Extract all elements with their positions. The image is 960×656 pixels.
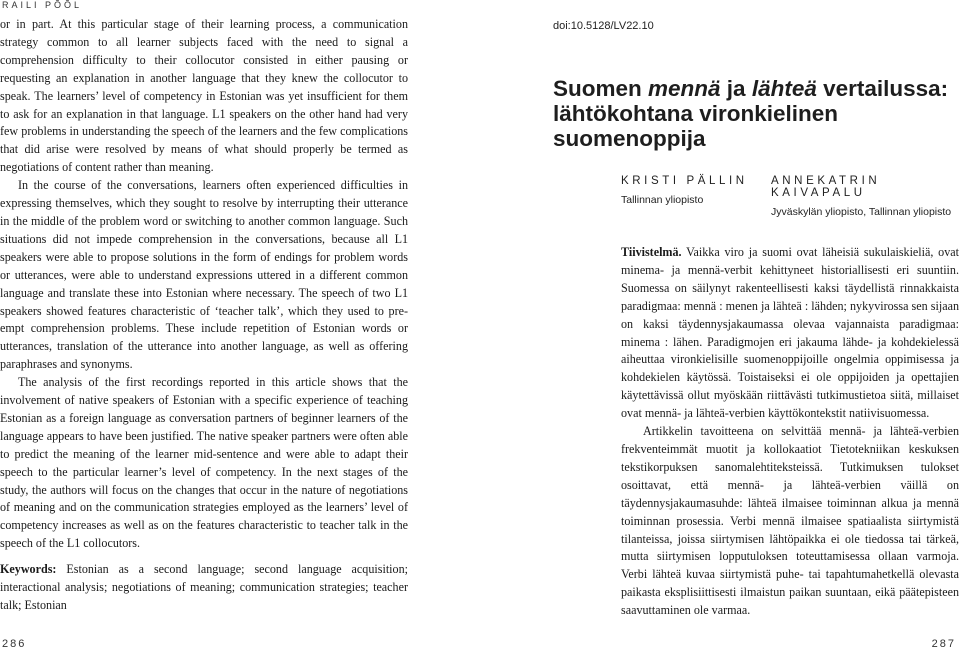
abstract xyxy=(621,244,959,620)
author-name: KRISTI PÄLLIN xyxy=(621,175,748,187)
author-name: ANNEKATRIN KAIVAPALU xyxy=(771,175,881,199)
paragraph: or in part. At this particular stage of their learning process, a communication strategy common to all learner subjects faced with the need to signal a comprehension difficulty to their collocutor consisted in either pausing or requesting an explanation in another language that they knew the collocutor to speak. The learners’ level of competency in Estonian was yet insufficient for them to ask for an explanation in that language. L1 speakers on the other hand had very few problems in understanding the speech of the learners and the few complications that did arise were resolved by means of what should properly be termed as negotiations of content rather than meaning. xyxy=(0,17,408,175)
author-affiliation: Tallinnan yliopisto xyxy=(621,194,704,206)
left-page-body xyxy=(0,16,408,615)
abstract-label: Tiivistelmä. xyxy=(621,245,682,259)
paragraph: In the course of the conversations, learners often experienced difficulties in expressing themselves, which they sought to resolve by interrupting their utterance in the middle of the problem word or switching to another common language. Such situations did not impede comprehension in the conversations, because all L1 speakers were able to propose solutions in the form of endings for problem words or utterances, were able to understand expressions uttered in a different common language and translate these into Estonian where necessary. The speech of two L1 speakers showed features characteristic of ‘teacher talk’, which they used to pre-empt comprehension problems. These include repetition of Estonian words or utterances, translation of the utterance into another language, as well as offering paraphrases and synonyms. xyxy=(0,178,408,372)
running-head: RAILI PÕÕL xyxy=(2,0,83,10)
keywords-text: Estonian as a second language; second language acquisition; interactional analysis; negotiations of meaning; communication strategies; teacher talk; Estonian xyxy=(0,562,408,612)
keywords-label: Keywords: xyxy=(0,562,57,577)
author-block xyxy=(771,175,960,218)
article-title: Suomen mennä ja lähteä vertailussa: lähtökohtana vironkielinen suomenoppija xyxy=(553,76,949,151)
abstract-paragraph: Tiivistelmä. Vaikka viro ja suomi ovat läheisiä sukulaiskieliä, ovat minema- ja mennä-verbit kehittyneet historiallisesti eri suuntiin. Suomessa on säilynyt rakenteellisesti kaksi täydellistä rinnakkaista paradigmaa: mennä : menen ja lähteä : lähden; nykyvirossa sen sijaan on kaksi täydennysjakaumassa olevaa vajannaista paradigmaa: minema : lähen. Paradigmojen eri jakauma lähde- ja kohdekielessä aiheuttaa vironkielisille suomenoppijoille ongelmia oppimisessa ja kohdekielen käytössä. Toistaiseksi ei ole oppijoiden ja opettajien käytettävissä ollut myöskään riittävästi tutkimustietoa siitä, millaiset ovat mennä- ja lähteä-verbien käyttökontekstit natiivisuomessa. xyxy=(621,245,959,421)
author-affiliation: Jyväskylän yliopisto, Tallinnan yliopisto xyxy=(771,206,952,218)
doi: doi:10.5128/LV22.10 xyxy=(553,20,654,32)
paragraph: The analysis of the first recordings reported in this article shows that the involvement of native speakers of Estonian with a specific experience of teaching Estonian as a foreign language as conversation partners of beginner learners of the language appears to have been justified. The native speaker partners were often able to predict the meaning of the learner mid-sentence and were able to adapt their speech to the particular learner’s level of competency. In the next stages of the study, the authors will focus on the changes that occur in the nature of negotiations of meaning and on the communication strategies employed as the learners’ level of competency increases as well as on the features characteristic to teacher talk in the speech of the L1 collocutors. xyxy=(0,375,408,551)
page-number-left: 286 xyxy=(2,638,27,650)
abstract-paragraph: Artikkelin tavoitteena on selvittää mennä- ja lähteä-verbien frekventeimmät muotit ja kollokaatiot Tietotekniikan keskuksen tekstikorpuksen sanomalehtiteksteissä. Tutkimuksen tulokset osoittavat, että mennä- ja lähteä-verbien väillä on täydennysjakaumasuhde: lähteä ilmaisee toiminnan alkua ja mennä toiminnan prosessia. Verbi mennä ilmaisee spatiaalista siirtymistä tilanteissa, joissa siirtymisen lähtöpaikka ei ole tiedossa tai tärkeä, mutta siirtymisen lopputuloksen toteuttamisessa ollaan varmoja. Verbi lähteä kuvaa siirtymistä puhe- tai tapahtumahetkellä olevasta paikasta eksplisiittisesti ilmaistun paikan suuntaan, eikä päätepisteen saavuttaminen ole varmaa. xyxy=(621,424,959,618)
page-number-right: 287 xyxy=(931,638,956,650)
keywords xyxy=(0,561,408,615)
author-block xyxy=(621,175,748,206)
